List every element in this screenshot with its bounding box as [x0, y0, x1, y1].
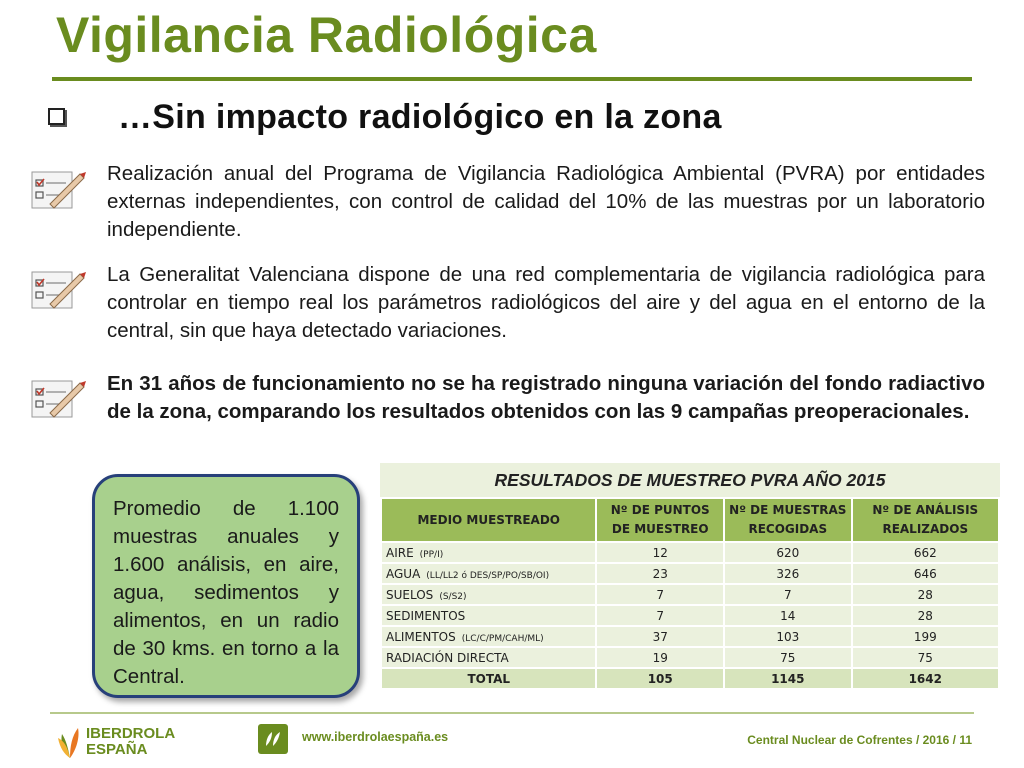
- medio-code: (S/S2): [439, 591, 467, 602]
- logo-line2: ESPAÑA: [86, 741, 148, 758]
- title-divider: [52, 77, 972, 81]
- cell-muestras: 75: [724, 647, 852, 668]
- cell-muestras: 7: [724, 584, 852, 605]
- cell-medio: [381, 584, 596, 605]
- medio-code: (PP/I): [419, 549, 444, 560]
- cell-medio: [381, 605, 596, 626]
- medio-label: SUELOS: [386, 587, 434, 602]
- table-total-row: [381, 668, 999, 689]
- cell-medio: [381, 647, 596, 668]
- cell-analisis: 662: [852, 542, 999, 563]
- paragraph-pvra: Realización anual del Programa de Vigilancia Radiológica Ambiental (PVRA) por entidades externas independientes, con control de calidad del 10% de las muestras por un laboratorio independiente.: [107, 162, 985, 241]
- medio-code: (LL/LL2 ó DES/SP/PO/SB/OI): [426, 570, 550, 581]
- total-analisis: 1642: [852, 668, 999, 689]
- cell-muestras: 14: [724, 605, 852, 626]
- checklist-pen-icon: [30, 375, 86, 421]
- medio-label: AIRE: [386, 545, 414, 560]
- iberdrola-logo-icon: [56, 724, 84, 760]
- checklist-pen-icon: [30, 266, 86, 312]
- cell-muestras: 620: [724, 542, 852, 563]
- website-icon: [258, 724, 288, 754]
- cell-medio: [381, 542, 596, 563]
- website-link[interactable]: www.iberdrolaespaña.es: [302, 730, 449, 744]
- cell-muestras: 103: [724, 626, 852, 647]
- cell-puntos: 19: [596, 647, 724, 668]
- medio-label: RADIACIÓN DIRECTA: [386, 650, 509, 665]
- table-row: [381, 584, 999, 605]
- medio-code: (LC/C/PM/CAH/ML): [461, 633, 544, 644]
- cell-analisis: 28: [852, 605, 999, 626]
- cell-muestras: 326: [724, 563, 852, 584]
- header-puntos: Nº DE PUNTOS DE MUESTREO: [596, 498, 724, 542]
- header-muestras: Nº DE MUESTRAS RECOGIDAS: [724, 498, 852, 542]
- cell-medio: [381, 626, 596, 647]
- paragraph-generalitat: La Generalitat Valenciana dispone de una red complementaria de vigilancia radiológica para controlar en tiempo real los parámetros radiológicos del aire y del agua en el entorno de la central, sin que haya detectado variaciones.: [107, 263, 985, 342]
- cell-puntos: 23: [596, 563, 724, 584]
- cell-analisis: 646: [852, 563, 999, 584]
- medio-label: SEDIMENTOS: [386, 608, 466, 623]
- table-title: RESULTADOS DE MUESTREO PVRA AÑO 2015: [380, 463, 1000, 497]
- table-row: [381, 605, 999, 626]
- results-table-panel: [380, 463, 1000, 690]
- total-muestras: 1145: [724, 668, 852, 689]
- table-header-row: [381, 498, 999, 542]
- results-table: [380, 497, 1000, 690]
- cell-puntos: 12: [596, 542, 724, 563]
- checklist-pen-icon: [30, 166, 86, 212]
- total-puntos: 105: [596, 668, 724, 689]
- table-row: [381, 647, 999, 668]
- cell-puntos: 37: [596, 626, 724, 647]
- callout-text: Promedio de 1.100 muestras anuales y 1.600 análisis, en aire, agua, sedimentos y alimentos, en un radio de 30 kms. en torno a la Central.: [113, 497, 339, 688]
- checkbox-icon: [48, 108, 65, 125]
- cell-analisis: 75: [852, 647, 999, 668]
- cell-analisis: 28: [852, 584, 999, 605]
- table-row: [381, 626, 999, 647]
- footer-page-info: Central Nuclear de Cofrentes / 2016 / 11: [747, 733, 972, 747]
- table-row: [381, 542, 999, 563]
- iberdrola-logo: [56, 722, 176, 762]
- summary-callout: [92, 474, 360, 698]
- logo-line1: IBERDROLA: [86, 725, 176, 742]
- cell-analisis: 199: [852, 626, 999, 647]
- table-row: [381, 563, 999, 584]
- header-analisis: Nº DE ANÁLISIS REALIZADOS: [852, 498, 999, 542]
- medio-label: AGUA: [386, 566, 421, 581]
- paragraph-fondo-radiactivo: En 31 años de funcionamiento no se ha registrado ninguna variación del fondo radiactivo de la zona, comparando los resultados obtenidos con las 9 campañas preoperacionales.: [107, 372, 985, 423]
- subtitle: …Sin impacto radiológico en la zona: [118, 98, 722, 136]
- total-label: TOTAL: [381, 668, 596, 689]
- cell-puntos: 7: [596, 584, 724, 605]
- medio-label: ALIMENTOS: [386, 629, 456, 644]
- footer-divider: [50, 712, 974, 714]
- header-medio: MEDIO MUESTREADO: [381, 498, 596, 542]
- page-title: Vigilancia Radiológica: [56, 7, 597, 63]
- cell-medio: [381, 563, 596, 584]
- cell-puntos: 7: [596, 605, 724, 626]
